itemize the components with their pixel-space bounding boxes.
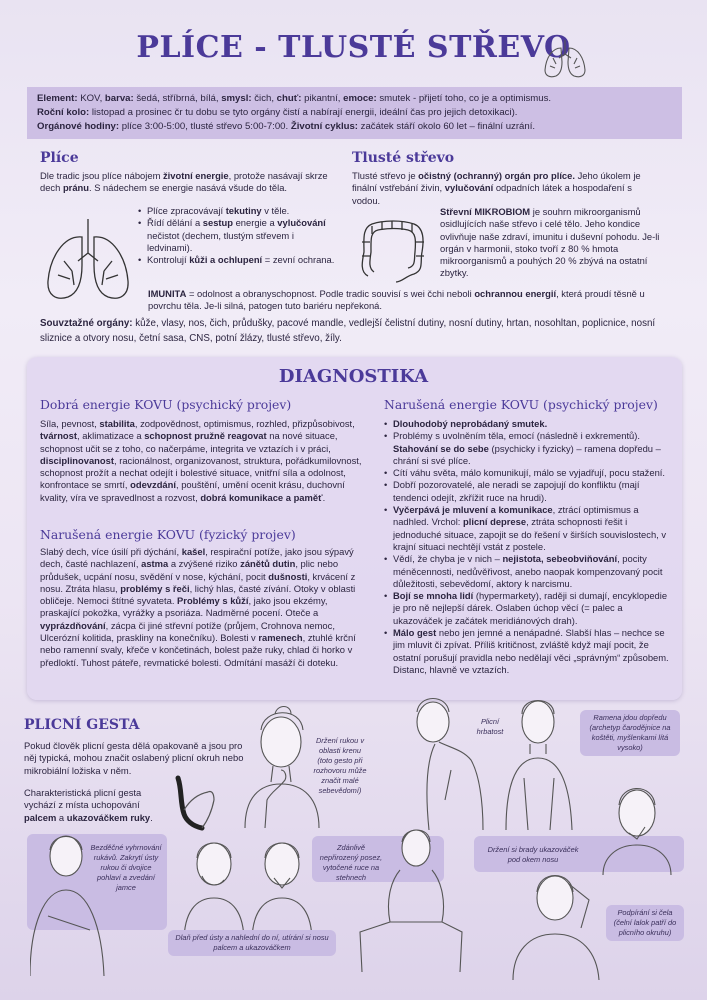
lungs-icon: [540, 36, 590, 82]
bad-physical-heading: Narušená energie KOVU (fyzický projev): [40, 527, 296, 542]
caption-shoulders: Ramena jdou dopředu (archetyp čarodějnice na koštěti, myšlenkami lítá vysoko): [580, 710, 680, 756]
caption-forehead: Podpírání si čela (čelní lalok patří do plicního okruhu): [606, 905, 684, 941]
page-title: PLÍCE - TLUSTÉ STŘEVO: [136, 30, 571, 65]
caption-throat: Držení rukou v oblasti krenu (toto gesto při rozhovoru může značit malé sebevědomí): [313, 736, 367, 795]
plice-intro: Dle tradic jsou plíce nábojem životní energie, protože nasávají skrze dech pránu. S nádechem se energie nasává všude do těla.: [40, 170, 328, 194]
list-item: • Vyčerpává je mluvení a komunikace, ztrácí optimismus a nadhled. Vrchol: plicní deprese, ztráta schopnosti řešit i jednoduché situace, zapojit se do řešení v širších souvislostech, v krajní situaci nechtějí vstát z postele.: [384, 504, 669, 553]
diagnostika-title: DIAGNOSTIKA: [278, 366, 429, 387]
caption-palm: Dlaň před ústy a nahlední do ní, utírání si nosu palcem a ukazováčkem: [168, 930, 336, 956]
gesta-intro: Pokud člověk plicní gesta dělá opakovaně a jsou pro něj typická, mohou značit oslabený plicní okruh nebo mikrobiální ložiska v něm.: [24, 740, 244, 776]
good-energy-text: Síla, pevnost, stabilita, zodpovědnost, optimismus, rozhled, přizpůsobivost, tvárnost, aklimatizace a schopnost pružně reagovat na nové situace, schopnost učit se z toho, co načerpáme, integrita ve vztazích i v práci, disciplinovanost, racionálnost, organizovanost, struktura, pořádkumilovnost, schopnost prožít a nechat odejít i bolestivé situace, vnitřní síla a odolnost, konfrontace se smrtí, odevzdání, pouštění, umění ocenit krásu, duchovní kvality, víra ve spravedlnost a rozvost, dobrá komunikace a paměť.: [40, 418, 362, 503]
bad-physical-text: Slabý dech, více úsilí při dýchání, kašel, respirační potíže, jako jsou sýpavý dech, časté nachlazení, astma a zvýšené riziko zánětů dutin, plic nebo průdušek, ucpání nosu, svědění v nose, kýchání, pocit dušnosti, krvácení z nosu. Ztráta hlasu, problémy s řeči, lichý hlas, časté zívání. Otoky v oblasti obličeje. Nemoci štítné syvateta. Problémy s kůží, jako jsou ekzémy, praskající pokožka, vyrážky a psoriáza. Nadměrné pocení. Oteče a vyprázdňování, zácpa či jiné střevní potíže (průjem, Crohnova nemoc, Ulcerózní kolitida, praskliny na konečníku). Bolesti v ramenech, ztuhlé krční nebo ramenní svaly, křeče v končetinách, bolest paže ruky, chlad či horko v předloktí. Tuhost páteře, revmatické bolesti. Odmítání masáží či doteku.: [40, 546, 356, 668]
list-item: • Bojí se mnoha lidí (hypermarkety), raději si dumají, encyklopedie je pro ně nejlepší dárek. Oslaben úchop věcí (= palec a ukazováček je začátek meridiánových drah).: [384, 590, 669, 627]
element-line: Element: KOV, barva: šedá, stříbrná, bílá, smysl: čich, chuť: pikantní, emoce: smutek - přijetí toho, co je a optimismus.: [37, 93, 552, 104]
list-item: • Kontrolují kůži a ochlupení = zevní ochrana.: [138, 254, 338, 266]
list-item: • Řídí dělání a sestup energie a vylučování nečistot (dechem, tlustým střevem i ledvinami).: [138, 217, 338, 254]
caption-seated: Zdánlivě nepřirozený posez, vytočené ruce na stehnech: [319, 843, 383, 882]
microbiome-text: Střevní MIKROBIOM je souhrn mikroorganismů osidlujících naše střevo i celé tělo. Jeho kondice ovlivňuje naše zdraví, imunitu i duševní pohodu. Je-li orgán v harmonii, stoko tvoří z 80 % hmota mikroorganismů a pouhých 20 % zbývá na ostatní zbytky.: [440, 206, 660, 279]
bad-psychic-heading: Narušená energie KOVU (psychický projev): [384, 397, 658, 412]
hunched-woman-illustration: [395, 690, 505, 830]
woman-forehead-illustration: [505, 860, 615, 980]
list-item: • Problémy s uvolněním těla, emocí (následně i exkrementů). Stahování se do sebe (psychicky i fyzicky) – ramena dopředu – chrání si své plíce.: [384, 430, 669, 467]
list-item: • Plíce zpracovávají tekutiny v těle.: [138, 205, 338, 217]
list-item: • Cítí váhu světa, málo komunikují, málo se vyjadřují, pocu stažení.: [384, 467, 669, 479]
related-organs: Souvztažné orgány: kůže, vlasy, nos, čich, průdušky, pacové mandle, vedlejší čelistní dutiny, nosní dutiny, hrtan, nosohltan, poplicnice, nosní sliznice a otvory nosu, četní sasa, CNS, potní žlázy, tlusté střevo, žíly.: [40, 318, 656, 344]
lungs-illustration: [42, 215, 134, 307]
caption-chin: Držení si brady ukazováček pod okem nosu: [487, 845, 579, 864]
good-energy-heading: Dobrá energie KOVU (psychický projev): [40, 397, 292, 412]
caption-sleeves: Bezděčné vyhrnování rukávů. Zakrytí ústy rukou či dvojice pohlaví a zvedání jamce: [90, 843, 162, 892]
shoulders-forward-woman-illustration: [500, 688, 580, 830]
list-item: • Dobří pozorovatelé, ale neradi se zapojují do konfliktu (mají tendenci odejít, zkřížit ruce na hrudi).: [384, 479, 669, 504]
gesta-fingers-text: Charakteristická plicní gesta vychází z místa uchopování palcem a ukazováčkem ruky.: [24, 787, 153, 823]
colon-illustration: [354, 212, 432, 286]
plice-bullets: [138, 205, 338, 266]
list-item: • Málo gest nebo jen jemné a nenápadné. Slabší hlas – nechce se jim mluvit či zpívat. Příliš kritičnost, zvláště když mají pocit, že ostatní porušují pravidla nebo nedělají věci „správným“ způsobem. Distanc, hlavně ve vztazích.: [384, 627, 669, 676]
list-item: • Vědí, že chyba je v nich – nejistota, sebeobviňování, pocity méněcennosti, nedůvěřivost, anebo naopak kompenzovaný pocit důležitosti, sebevědomí, aktory k narcismu.: [384, 553, 669, 590]
list-item: • Dlouhodobý neprobádaný smutek.: [384, 418, 669, 430]
caption-hunched: Plicní hrbatost: [476, 717, 504, 736]
gesta-heading: PLICNÍ GESTA: [24, 717, 140, 733]
annual-cycle-line: Roční kolo: listopad a prosinec čr tu dobu se tyto orgány čistí a nabírají energii, ideální čas pro jejich detoxikaci).: [37, 107, 518, 118]
plice-heading: Plíce: [40, 150, 79, 166]
strevo-heading: Tlusté střevo: [352, 150, 455, 166]
bad-psychic-list: [384, 418, 669, 676]
hand-gesture-illustration: [168, 770, 220, 832]
immunity-text: IMUNITA = odolnost a obranyschopnost. Podle tradic souvisí s wei čchi neboli ochrannou energií, která proudí těsně u povrchu těla. Je-li silná, patogen tuto bariéru nepřekoná.: [148, 288, 645, 312]
two-women-hands-face-illustration: [178, 832, 328, 942]
element-info-band: [27, 87, 682, 139]
strevo-intro: Tlusté střevo je očistný (ochranný) orgán pro plíce. Jeho úkolem je finální vstřebání živin, vylučování odpadních látek a hospodaření s vodou.: [352, 170, 641, 206]
organ-clock-line: Orgánové hodiny: plíce 3:00-5:00, tlusté střevo 5:00-7:00. Životní cyklus: začátek stáří okolo 60 let – finální uzrání.: [37, 121, 536, 132]
